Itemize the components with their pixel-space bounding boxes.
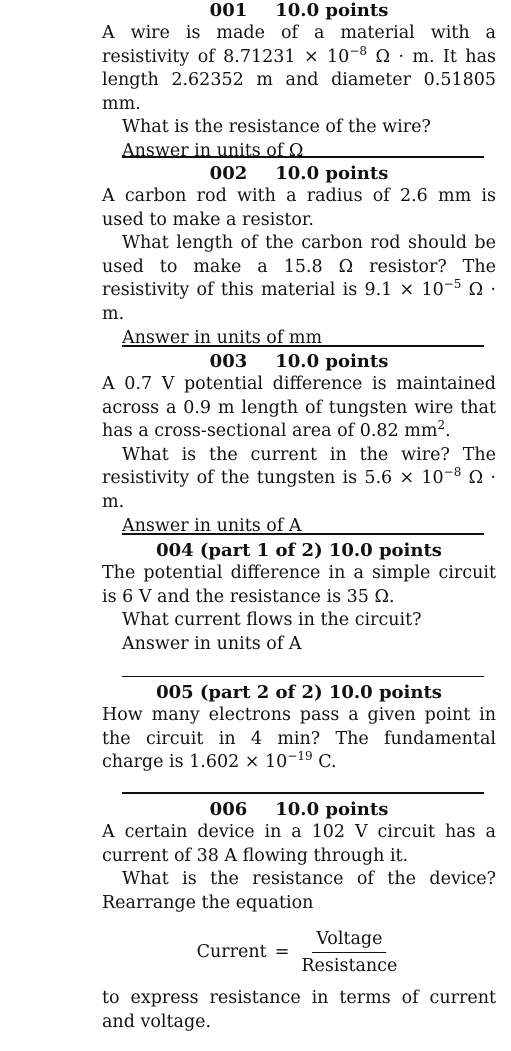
- answer-units: Answer in units of A: [122, 515, 302, 536]
- problem-statement: A certain device in a 102 V circuit has a current of 38 A flowing through it.: [102, 822, 496, 866]
- problem-number: 001: [209, 0, 248, 21]
- problem-number: 002: [209, 163, 248, 184]
- problem-question: [102, 232, 496, 326]
- separator-rule: [122, 156, 484, 158]
- answer-units: Answer in units of Ω: [122, 140, 304, 161]
- separator-rule: [122, 533, 484, 535]
- statement-text: Ω · m. It has length 2.62352 m and diameter 0.51805 mm.: [102, 46, 496, 114]
- problem-004: [102, 540, 496, 656]
- problem-question: What is the resistance of the device? Rearrange the equation: [102, 869, 496, 913]
- problem-question: What current flows in the circuit?: [122, 610, 422, 631]
- equation-lhs: Current: [196, 941, 267, 962]
- problem-005: [102, 682, 496, 775]
- exponent: −8: [443, 465, 462, 480]
- problem-header: 005 (part 2 of 2) 10.0 points: [156, 682, 442, 703]
- problem-points: 10.0 points: [275, 0, 389, 21]
- problem-header: [102, 799, 496, 821]
- equation-fraction: [297, 929, 401, 976]
- exponent: −5: [443, 277, 462, 292]
- question-text: Ω · m.: [102, 468, 496, 512]
- problem-001: [102, 0, 496, 164]
- problem-header: 004 (part 1 of 2) 10.0 points: [156, 540, 442, 561]
- problem-statement: [102, 22, 496, 116]
- problem-points: 10.0 points: [275, 799, 389, 820]
- fraction-denominator: Resistance: [301, 955, 398, 976]
- exponent: −19: [287, 749, 313, 764]
- problem-instruction: to express resistance in terms of current and voltage.: [102, 988, 496, 1032]
- problem-002: [102, 163, 496, 350]
- answer-units: Answer in units of A: [122, 633, 302, 654]
- problem-header: [102, 163, 496, 185]
- fraction-numerator: Voltage: [312, 929, 386, 953]
- equation-equals: =: [274, 941, 290, 962]
- exponent: −8: [349, 43, 368, 58]
- current-equation: [102, 923, 496, 981]
- problem-statement: The potential difference in a simple circuit is 6 V and the resistance is 35 Ω.: [102, 563, 496, 607]
- problem-number: 003: [209, 351, 248, 372]
- problem-number: 006: [209, 799, 248, 820]
- problem-statement: [102, 373, 496, 444]
- problem-statement: [102, 704, 496, 775]
- problem-006: [102, 799, 496, 1035]
- problem-points: 10.0 points: [275, 163, 389, 184]
- statement-text: A 0.7 V potential difference is maintained across a 0.9 m length of tungsten wire that has a cross-sectional area of 0.82 mm: [102, 374, 496, 442]
- statement-text: C.: [312, 752, 337, 773]
- problem-header: [102, 0, 496, 22]
- problem-points: 10.0 points: [275, 351, 389, 372]
- problem-question: What is the resistance of the wire?: [122, 117, 431, 138]
- problem-header: [102, 351, 496, 373]
- problem-statement: A carbon rod with a radius of 2.6 mm is used to make a resistor.: [102, 186, 496, 230]
- problem-question: [102, 444, 496, 515]
- separator-rule: [122, 792, 484, 794]
- question-text: What length of the carbon rod should be used to make a 15.8 Ω resistor? The resistivity of this material is 9.1 × 10: [102, 233, 496, 301]
- question-text: What is the current in the wire? The resistivity of the tungsten is 5.6 × 10: [102, 444, 496, 489]
- answer-units: Answer in units of mm: [122, 327, 323, 348]
- separator-rule: [122, 345, 484, 347]
- exponent: 2: [437, 418, 446, 433]
- separator-rule: [122, 676, 484, 677]
- problem-003: [102, 351, 496, 538]
- statement-text: A wire is made of a material with a resistivity of 8.71231 × 10: [102, 23, 496, 67]
- statement-text: How many electrons pass a given point in the circuit in 4 min? The fundamental charge is 1.602 × 10: [102, 705, 496, 773]
- question-text: Ω · m.: [102, 280, 496, 324]
- statement-text: .: [445, 421, 451, 442]
